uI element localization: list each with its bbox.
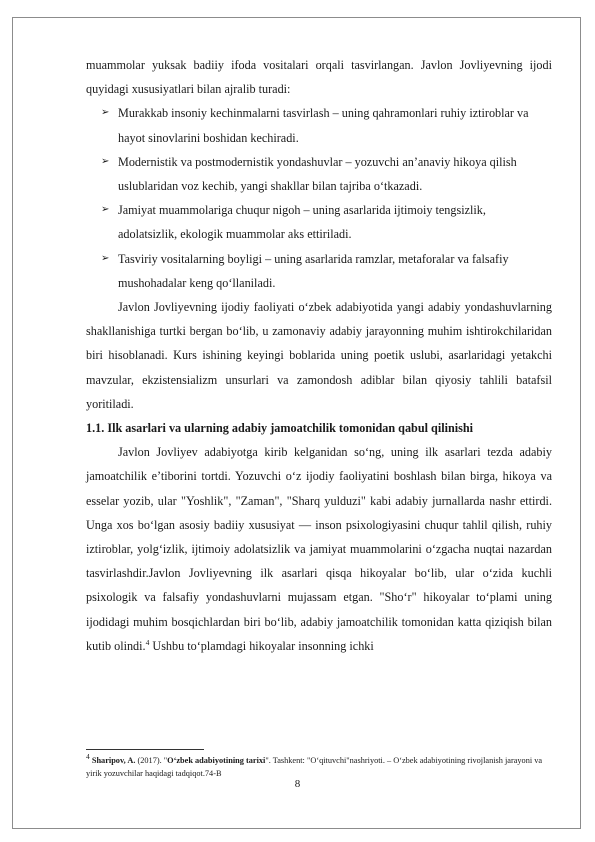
intro-paragraph: muammolar yuksak badiiy ifoda vositalari orqali tasvirlangan. Javlon Jovliyevning ijodi quyidagi xususiyatlari bilan ajralib turadi: xyxy=(86,58,552,97)
body-paragraph-2: Javlon Jovliyev adabiyotga kirib kelganidan so‘ng, uning ilk asarlari tezda adabiy jamoatchilik e’tiborini tortdi. Yozuvchi o‘z ijodiy faoliyatini boshlash bilan birga, hikoya va esselar yozib, ular "Yoshlik", "Zaman", "Sharq yulduzi" kabi adabiy jurnallarda nashr ettirdi. Unga xos bo‘lgan asosiy badiiy xususiyat — inson psixologiyasini chuqur tahlil qilish, ruhiy iztiroblar, yolg‘izlik, ijtimoiy adolatsizlik va jamiyat muammolarini o‘zgacha nuqtai nazardan tasvirlashdir.Javlon Jovliyevning ilk asarlari qisqa hikoyalar bo‘lib, ular o‘zida kuchli psixologik va falsafiy yondashuvlarni mujassam etgan. "Sho‘r" hikoyalar to‘plami uning ijodidagi muhim bosqichlardan biri bo‘lib, adabiy jamoatchilik tomonidan katta qiziqish bilan kutib olindi.$^4$ Ushbu to‘plamdagi hikoyalar insonning ichki xyxy=(86,445,552,653)
body-paragraph-1: Javlon Jovliyevning ijodiy faoliyati o‘zbek adabiyotida yangi adabiy yondashuvlarning shakllanishiga turtki bergan bo‘lib, u zamonaviy adabiy jarayonning muhim ishtirokchilaridan biri hisoblanadi. Kurs ishining keyingi boblarida uning poetik uslubi, asarlaridagi yetakchi mavzular, ekzistensializm unsurlari va zamondosh adiblar bilan qiyosiy tahlili batafsil yoritiladi. xyxy=(86,300,552,411)
arrowhead-bullet-icon: ➢ xyxy=(101,204,110,216)
page-number: 8 xyxy=(294,778,301,790)
list-item: ➢ Jamiyat muammolariga chuqur nigoh – uning asarlarida ijtimoiy tengsizlik, adolatsizlik, ekologik muammolar aks ettiriladi. xyxy=(86,198,552,246)
footnote-number: 4 xyxy=(86,752,90,762)
list-item: ➢ Tasviriy vositalarning boyligi – uning asarlarida ramzlar, metaforalar va falsafiy mushohadalar keng qo‘llaniladi. xyxy=(86,247,552,295)
footnote-title: O‘zbek adabiyotining tarixi xyxy=(167,756,266,765)
footnote-reference[interactable]: 4 xyxy=(145,637,150,647)
list-item: ➢ Modernistik va postmodernistik yondashuvlar – yozuvchi an’anaviy hikoya qilish uslublaridan voz kechib, yangi shakllar bilan tajriba o‘tkazadi. xyxy=(86,150,552,198)
arrowhead-bullet-icon: ➢ xyxy=(101,252,110,264)
feature-list xyxy=(86,101,552,295)
arrowhead-bullet-icon: ➢ xyxy=(101,107,110,119)
arrowhead-bullet-icon: ➢ xyxy=(101,155,110,167)
footnote: $^4$ Sharipov, A. (2017). "O‘zbek adabiyotining tarixi". Tashkent: "O‘qituvchi"nashriyoti. – O‘zbek adabiyotining rivojlanish jarayoni va yirik yozuvchilar haqidagi tadqiqot.74-B xyxy=(86,752,543,778)
section-heading: 1.1. Ilk asarlari va ularning adabiy jamoatchilik tomonidan qabul qilinishi xyxy=(86,421,474,436)
list-item: ➢ Murakkab insoniy kechinmalarni tasvirlash – uning qahramonlari ruhiy iztiroblar va hayot sinovlarini boshidan kechiradi. xyxy=(86,101,552,149)
document-body xyxy=(86,53,552,658)
footnote-author: Sharipov, A. xyxy=(91,756,136,765)
footnote-divider xyxy=(86,749,204,750)
